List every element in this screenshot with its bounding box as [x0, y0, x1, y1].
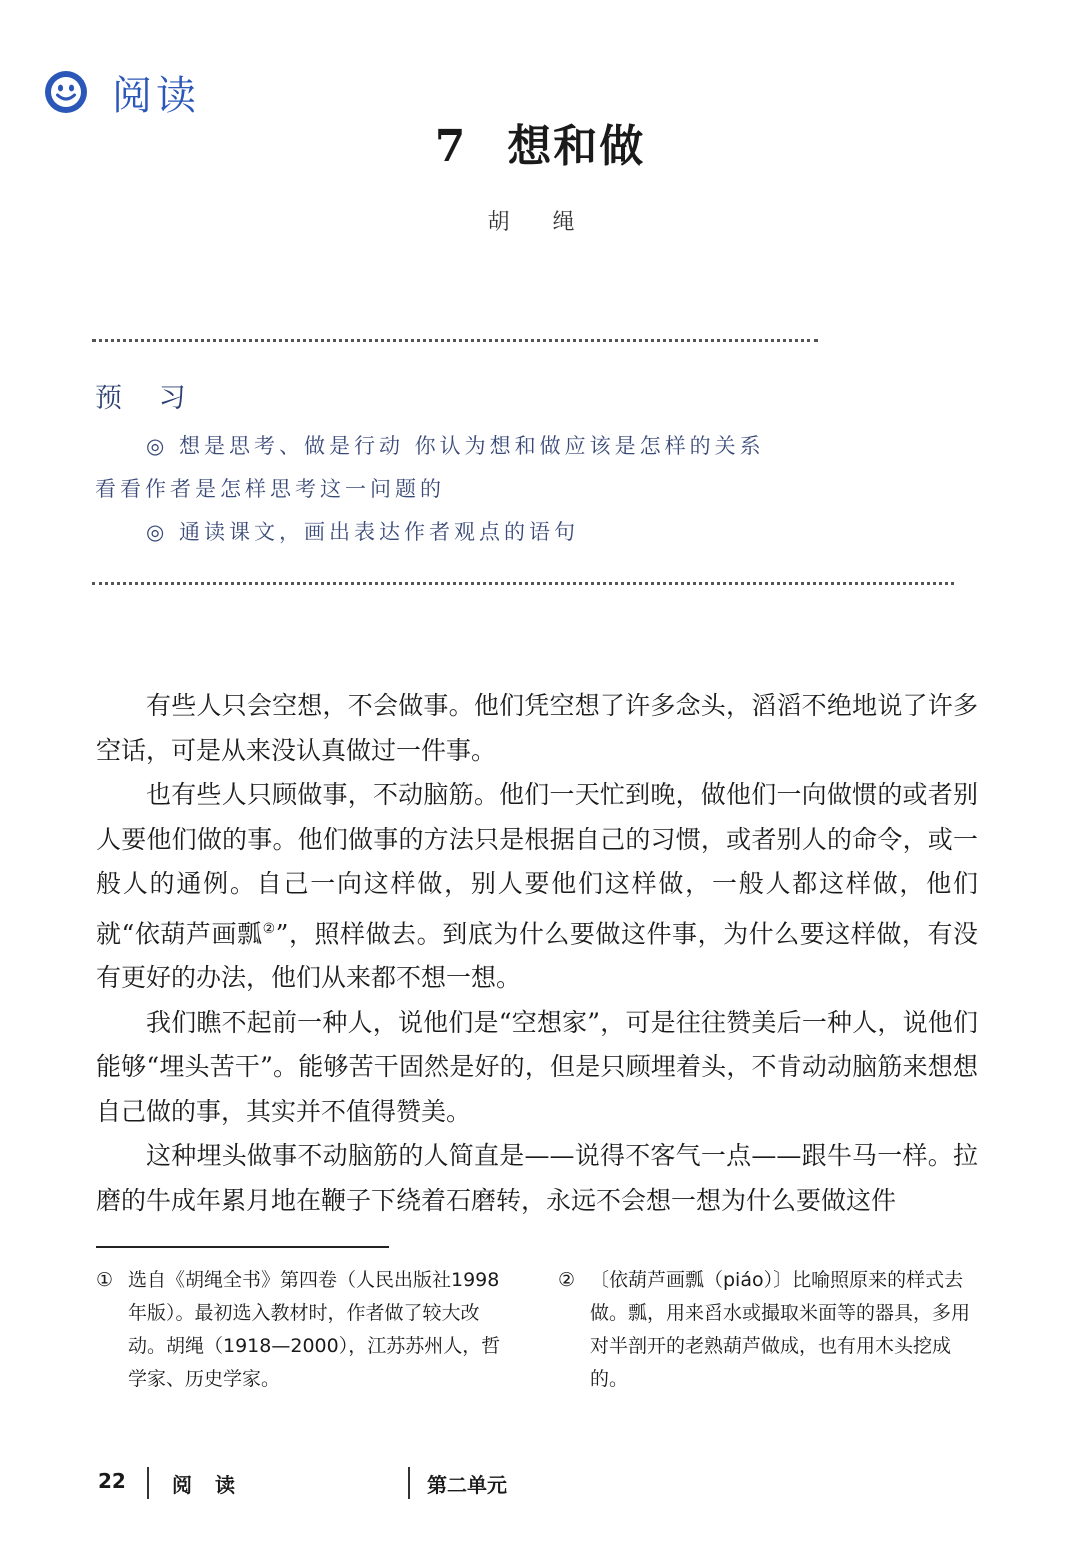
preview-heading: 预 习 [95, 383, 200, 414]
footnote-2 [558, 1264, 980, 1396]
footnote-ref[interactable]: ② [262, 920, 276, 937]
footnote-mark: ① [96, 1269, 114, 1291]
lesson-number: 7 [434, 121, 468, 172]
footer-separator [408, 1467, 410, 1499]
preview-item: ◎ 想是思考、做是行动 你认为想和做应该是怎样的关系 [146, 434, 765, 458]
preview-top-divider [92, 339, 818, 342]
footnote-1 [96, 1264, 516, 1396]
lesson-title [0, 110, 1080, 174]
footnote-mark: ② [558, 1269, 576, 1291]
author: 胡 绳 [487, 210, 593, 235]
footnote-text: 选自《胡绳全书》第四卷（人民出版社1998年版）。最初选入教材时，作者做了较大改动。胡绳（1918—2000），江苏苏州人，哲学家、历史学家。 [128, 1269, 501, 1390]
preview-bottom-divider [92, 582, 954, 585]
preview-item: 看看作者是怎样思考这一问题的 [95, 477, 445, 501]
section-label: 阅读 [112, 72, 200, 119]
preview-item: ◎ 通读课文，画出表达作者观点的语句 [146, 520, 579, 544]
footnote-text: 〔依葫芦画瓢（piáo）〕比喻照原来的样式去做。瓢，用来舀水或撮取米面等的器具，多用对半剖开的老熟葫芦做成，也有用木头挖成的。 [590, 1269, 971, 1390]
smiley-icon [42, 68, 90, 116]
footer-unit-label: 第二单元 [427, 1473, 507, 1497]
footer-separator [147, 1467, 149, 1499]
footnote-divider [96, 1246, 389, 1248]
page-number: 22 [98, 1469, 126, 1493]
paragraph: 也有些人只顾做事，不动脑筋。他们一天忙到晚，做他们一向做惯的或者别人要他们做的事。他们做事的方法只是根据自己的习惯，或者别人的命令，或一般人的通例。自己一向这样做，别人要他们这样做，一般人都这样做，他们就“依葫芦画瓢②”，照样做去。到底为什么要做这件事，为什么要这样做，有没有更好的办法，他们从来都不想一想。 [96, 780, 978, 993]
paragraph: 我们瞧不起前一种人，说他们是“空想家”，可是往往赞美后一种人，说他们能够“埋头苦干”。能够苦干固然是好的，但是只顾埋着头，不肯动动脑筋来想想自己做的事，其实并不值得赞美。 [96, 1007, 978, 1126]
paragraph: 这种埋头做事不动脑筋的人简直是——说得不客气一点——跟牛马一样。拉磨的牛成年累月地在鞭子下绕着石磨转，永远不会想一想为什么要做这件 [96, 1141, 978, 1215]
paragraph: 有些人只会空想，不会做事。他们凭空想了许多念头，滔滔不绝地说了许多空话，可是从来没认真做过一件事。 [96, 691, 978, 765]
footer-section-label: 阅 读 [172, 1473, 243, 1497]
lesson-title-text: 想和做 [507, 121, 646, 172]
page-footer [0, 1463, 1080, 1503]
article-body [96, 684, 978, 1223]
